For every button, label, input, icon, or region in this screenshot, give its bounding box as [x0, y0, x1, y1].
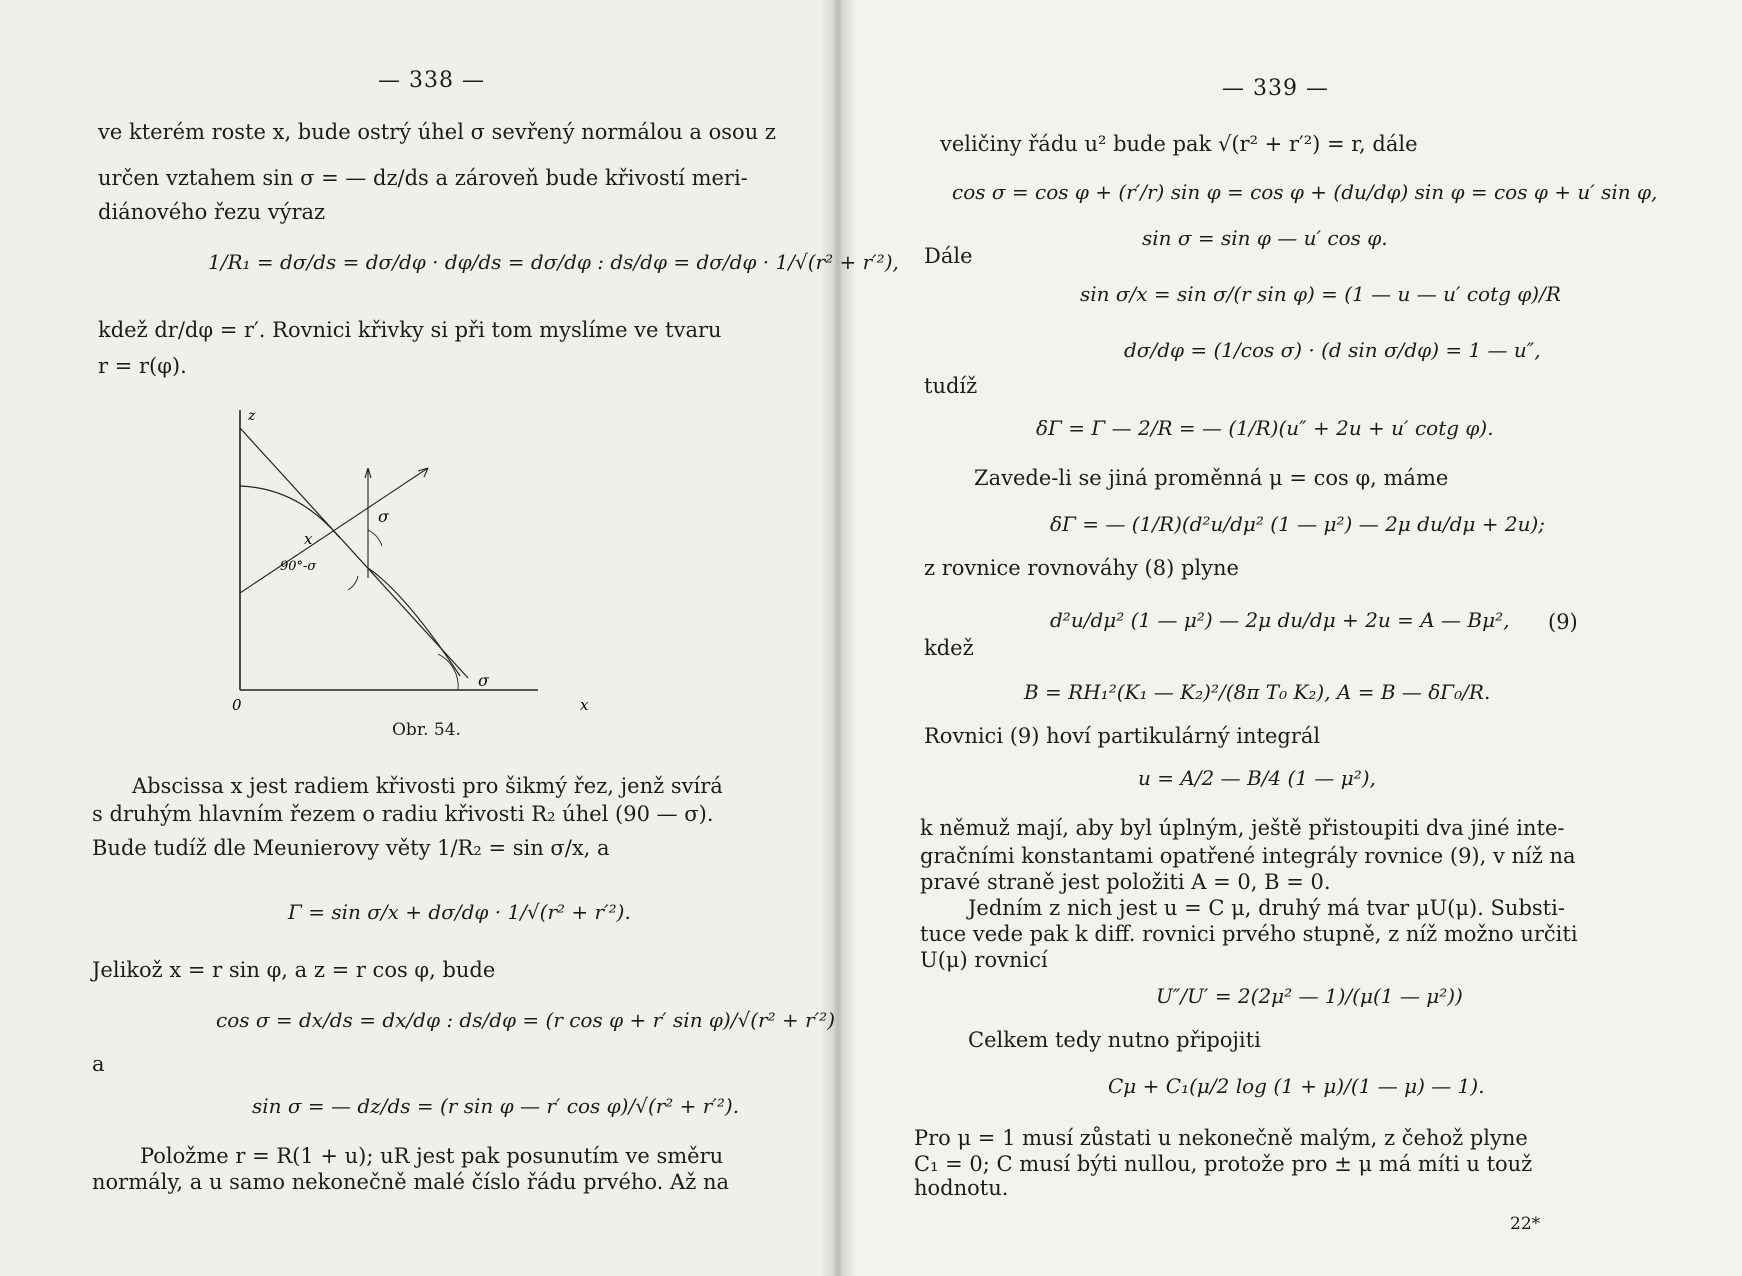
right-p5-line1: k němuž mají, aby byl úplným, ještě přistoupiti dva jiné inte-: [920, 816, 1565, 840]
right-equation-U: U″/U′ = 2(2μ² — 1)/(μ(1 — μ²)): [1156, 984, 1463, 1008]
left-page-number: — 338 —: [378, 68, 485, 93]
left-p2-line2: r = r(φ).: [98, 354, 187, 378]
right-p1: veličiny řádu u² bude pak √(r² + r′²) = r, dále: [940, 132, 1418, 156]
sigma-arc-top: [368, 530, 382, 546]
tangent-line: [240, 428, 468, 678]
normal-line: [240, 468, 428, 593]
left-p5-line1: Položme r = R(1 + u); uR jest pak posunutím ve směru: [140, 1144, 724, 1168]
right-p5-line3: pravé straně jest položiti A = 0, B = 0.: [920, 870, 1331, 894]
figure-54: [228, 408, 608, 718]
meridian-curve: [240, 486, 340, 538]
right-signature-mark: 22*: [1510, 1214, 1541, 1234]
right-equation-u: u = A/2 — B/4 (1 — μ²),: [1138, 766, 1376, 790]
right-kdez: kdež: [924, 636, 974, 660]
left-p3-line3: Bude tudíž dle Meunierovy věty 1/R₂ = sin σ/x, a: [92, 836, 610, 860]
left-p5-line2: normály, a u samo nekonečně malé číslo řádu prvého. Až na: [92, 1170, 729, 1194]
right-p6-line3: U(μ) rovnicí: [920, 948, 1048, 972]
label-x-axis: x: [580, 696, 589, 714]
sigma-arc-bottom: [438, 654, 458, 690]
right-p5-line2: gračními konstantami opatřené integrály rovnice (9), v níž na: [920, 844, 1576, 868]
left-p1-line3: diánového řezu výraz: [98, 200, 326, 224]
right-tudiz: tudíž: [924, 374, 978, 398]
right-equation-cos-sigma: cos σ = cos φ + (r′/r) sin φ = cos φ + (du/dφ) sin φ = cos φ + u′ sin φ,: [952, 180, 1658, 204]
left-equation-sin-sigma: sin σ = — dz/ds = (r sin φ — r′ cos φ)/√(r² + r′²).: [252, 1094, 740, 1118]
right-p2: Zavede-li se jiná proměnná μ = cos φ, máme: [974, 466, 1449, 490]
right-equation-sin-sigma: sin σ = sin φ — u′ cos φ.: [1142, 226, 1388, 250]
right-equation-delta-gamma: δΓ = Γ — 2/R = — (1/R)(u″ + 2u + u′ cotg φ).: [1036, 416, 1494, 440]
label-x-mid: x: [304, 530, 313, 548]
left-equation-gamma: Γ = sin σ/x + dσ/dφ · 1/√(r² + r′²).: [288, 900, 631, 924]
left-equation-curvature: 1/R₁ = dσ/ds = dσ/dφ · dφ/ds = dσ/dφ : ds/dφ = dσ/dφ · 1/√(r² + r′²),: [208, 250, 899, 274]
right-p4: Rovnici (9) hoví partikulárný integrál: [924, 724, 1321, 748]
right-p6-line1: Jedním z nich jest u = C μ, druhý má tvar μU(μ). Substi-: [968, 896, 1565, 920]
right-equation-9: d²u/dμ² (1 — μ²) — 2μ du/dμ + 2u = A — Bμ²,: [1050, 608, 1510, 632]
right-dale: Dále: [924, 244, 973, 268]
figure-caption: Obr. 54.: [392, 720, 461, 740]
right-p7: Celkem tedy nutno připojiti: [968, 1028, 1261, 1052]
left-p1-line2: určen vztahem sin σ = — dz/ds a zároveň bude křivostí meri-: [98, 166, 748, 190]
right-p8-line1: Pro μ = 1 musí zůstati u nekonečně malým, z čehož plyne: [914, 1126, 1528, 1150]
right-p6-line2: tuce vede pak k diff. rovnici prvého stupně, z níž možno určiti: [920, 922, 1578, 946]
left-p1-line1: ve kterém roste x, bude ostrý úhel σ sevřený normálou a osou z: [98, 120, 776, 144]
left-p3-line2: s druhým hlavním řezem o radiu křivosti R₂ úhel (90 — σ).: [92, 802, 714, 826]
label-origin: 0: [232, 696, 242, 714]
left-p3-line1: Abscissa x jest radiem křivosti pro šikmý řez, jenž svírá: [132, 774, 723, 798]
left-p4: Jelikož x = r sin φ, a z = r cos φ, bude: [92, 958, 496, 982]
right-p8-line3: hodnotu.: [914, 1176, 1009, 1200]
right-equation-ratio: sin σ/x = sin σ/(r sin φ) = (1 — u — u′ cotg φ)/R: [1080, 282, 1561, 306]
right-page-number: — 339 —: [1222, 76, 1329, 101]
right-equation-delta-gamma-mu: δΓ = — (1/R)(d²u/dμ² (1 — μ²) — 2μ du/dμ + 2u);: [1050, 512, 1545, 536]
label-z: z: [248, 408, 256, 424]
right-equation-C: Cμ + C₁(μ/2 log (1 + μ)/(1 — μ) — 1).: [1108, 1074, 1485, 1098]
book-gutter: [820, 0, 856, 1276]
right-equation-dsigma: dσ/dφ = (1/cos σ) · (d sin σ/dφ) = 1 — u″,: [1124, 338, 1541, 362]
label-sigma-top: σ: [378, 507, 389, 526]
right-p8-line2: C₁ = 0; C musí býti nullou, protože pro ± μ má míti u touž: [914, 1152, 1533, 1176]
angle-arc: [348, 576, 358, 590]
left-equation-cos-sigma: cos σ = dx/ds = dx/dφ : ds/dφ = (r cos φ + r′ sin φ)/√(r² + r′²): [216, 1008, 835, 1032]
left-a-label: a: [92, 1052, 105, 1076]
label-sigma-bottom: σ: [478, 671, 489, 690]
right-equation-9-number: (9): [1548, 610, 1578, 634]
right-p3: z rovnice rovnováhy (8) plyne: [924, 556, 1239, 580]
right-equation-B: B = RH₁²(K₁ — K₂)²/(8π T₀ K₂), A = B — δΓ₀/R.: [1024, 680, 1491, 704]
label-90-minus-sigma: 90°-σ: [280, 559, 317, 574]
left-p2-line1: kdež dr/dφ = r′. Rovnici křivky si při tom myslíme ve tvaru: [98, 318, 722, 342]
figure-54-drawing: [228, 408, 608, 718]
